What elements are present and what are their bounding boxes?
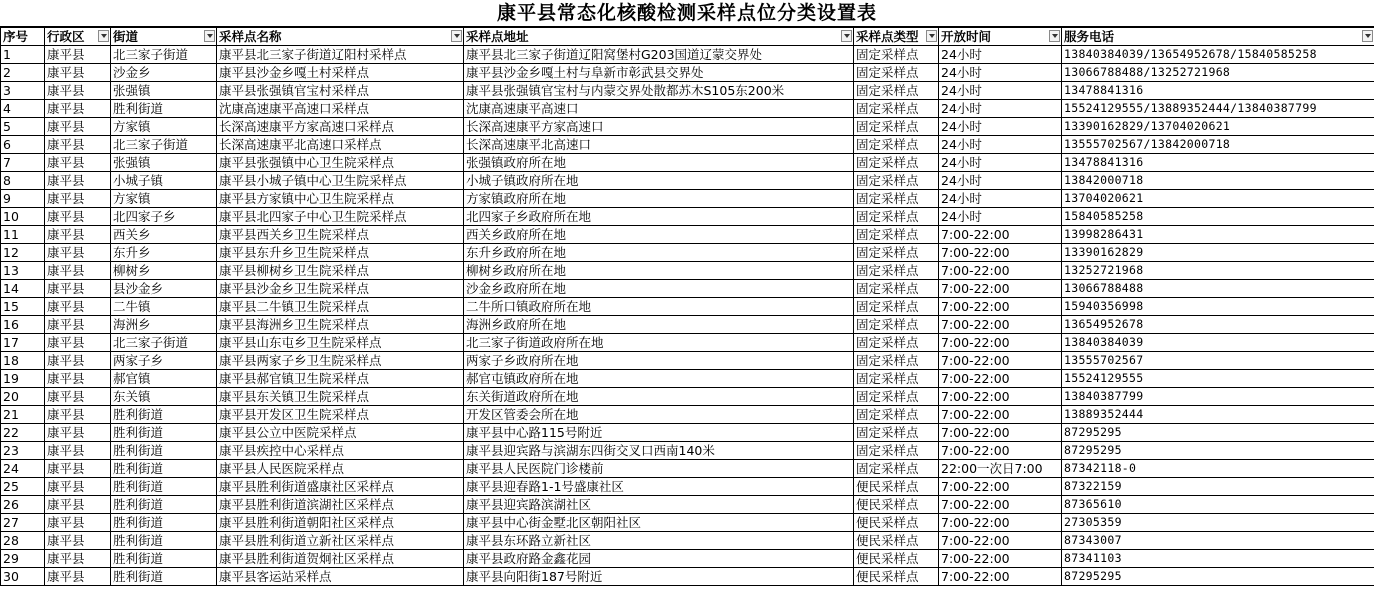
cell-address[interactable]: 开发区管委会所在地 (464, 406, 854, 424)
cell-district[interactable]: 康平县 (45, 280, 111, 298)
cell-phone[interactable]: 13998286431 (1062, 226, 1374, 244)
cell-site-name[interactable]: 康平县疾控中心采样点 (217, 442, 464, 460)
table-row (1, 514, 1374, 532)
cell-phone[interactable]: 13704020621 (1062, 190, 1374, 208)
cell-site-name[interactable]: 康平县山东屯乡卫生院采样点 (217, 334, 464, 352)
cell-type[interactable]: 固定采样点 (854, 370, 939, 388)
cell-type[interactable]: 便民采样点 (854, 514, 939, 532)
cell-hours[interactable]: 24小时 (939, 82, 1062, 100)
cell-index[interactable]: 14 (1, 280, 45, 298)
cell-street[interactable]: 二牛镇 (111, 298, 217, 316)
cell-district[interactable]: 康平县 (45, 478, 111, 496)
cell-address[interactable]: 沙金乡政府所在地 (464, 280, 854, 298)
cell-address[interactable]: 西关乡政府所在地 (464, 226, 854, 244)
cell-type[interactable]: 固定采样点 (854, 388, 939, 406)
cell-address[interactable]: 海洲乡政府所在地 (464, 316, 854, 334)
cell-index[interactable]: 24 (1, 460, 45, 478)
cell-address[interactable]: 康平县张强镇官宝村与内蒙交界处散都苏木S105东200米 (464, 82, 854, 100)
cell-type[interactable]: 便民采样点 (854, 478, 939, 496)
cell-site-name[interactable]: 康平县二牛镇卫生院采样点 (217, 298, 464, 316)
cell-district[interactable]: 康平县 (45, 82, 111, 100)
cell-index[interactable]: 15 (1, 298, 45, 316)
cell-street[interactable]: 北三家子街道 (111, 334, 217, 352)
cell-address[interactable]: 长深高速康平北高速口 (464, 136, 854, 154)
header-row (1, 28, 1374, 46)
cell-index[interactable]: 4 (1, 100, 45, 118)
cell-hours[interactable]: 7:00-22:00 (939, 424, 1062, 442)
cell-hours[interactable]: 7:00-22:00 (939, 496, 1062, 514)
cell-address[interactable]: 康平县人民医院门诊楼前 (464, 460, 854, 478)
cell-street[interactable]: 胜利街道 (111, 514, 217, 532)
cell-site-name[interactable]: 康平县开发区卫生院采样点 (217, 406, 464, 424)
cell-district[interactable]: 康平县 (45, 64, 111, 82)
cell-street[interactable]: 胜利街道 (111, 442, 217, 460)
table-row (1, 496, 1374, 514)
cell-district[interactable]: 康平县 (45, 226, 111, 244)
cell-type[interactable]: 固定采样点 (854, 262, 939, 280)
cell-site-name[interactable]: 康平县胜利街道朝阳社区采样点 (217, 514, 464, 532)
cell-index[interactable]: 30 (1, 568, 45, 586)
cell-type[interactable]: 固定采样点 (854, 208, 939, 226)
cell-district[interactable]: 康平县 (45, 154, 111, 172)
cell-index[interactable]: 7 (1, 154, 45, 172)
cell-street[interactable]: 县沙金乡 (111, 280, 217, 298)
cell-type[interactable]: 便民采样点 (854, 550, 939, 568)
cell-index[interactable]: 9 (1, 190, 45, 208)
cell-phone[interactable]: 13654952678 (1062, 316, 1374, 334)
cell-site-name[interactable]: 康平县客运站采样点 (217, 568, 464, 586)
cell-index[interactable]: 25 (1, 478, 45, 496)
cell-site-name[interactable]: 康平县人民医院采样点 (217, 460, 464, 478)
cell-phone[interactable]: 13840384039/13654952678/15840585258 (1062, 46, 1374, 64)
cell-address[interactable]: 张强镇政府所在地 (464, 154, 854, 172)
table-body (1, 46, 1374, 586)
cell-address[interactable]: 康平县北三家子街道辽阳窝堡村G203国道辽蒙交界处 (464, 46, 854, 64)
cell-district[interactable]: 康平县 (45, 352, 111, 370)
cell-street[interactable]: 方家镇 (111, 118, 217, 136)
cell-district[interactable]: 康平县 (45, 208, 111, 226)
cell-type[interactable]: 固定采样点 (854, 82, 939, 100)
table-row (1, 208, 1374, 226)
cell-address[interactable]: 东升乡政府所在地 (464, 244, 854, 262)
cell-index[interactable]: 8 (1, 172, 45, 190)
cell-district[interactable]: 康平县 (45, 262, 111, 280)
table-row (1, 280, 1374, 298)
cell-district[interactable]: 康平县 (45, 316, 111, 334)
table-row (1, 460, 1374, 478)
table-row (1, 424, 1374, 442)
cell-address[interactable]: 康平县中心路115号附近 (464, 424, 854, 442)
cell-site-name[interactable]: 康平县东关镇卫生院采样点 (217, 388, 464, 406)
cell-index[interactable]: 21 (1, 406, 45, 424)
cell-hours[interactable]: 22:00一次日7:00 (939, 460, 1062, 478)
cell-index[interactable]: 19 (1, 370, 45, 388)
cell-site-name[interactable]: 康平县北三家子街道辽阳村采样点 (217, 46, 464, 64)
cell-index[interactable]: 13 (1, 262, 45, 280)
cell-index[interactable]: 20 (1, 388, 45, 406)
cell-hours[interactable]: 7:00-22:00 (939, 550, 1062, 568)
cell-address[interactable]: 东关街道政府所在地 (464, 388, 854, 406)
cell-site-name[interactable]: 长深高速康平北高速口采样点 (217, 136, 464, 154)
table-row (1, 226, 1374, 244)
col-header-address[interactable] (464, 28, 854, 46)
cell-district[interactable]: 康平县 (45, 568, 111, 586)
cell-address[interactable]: 康平县政府路金鑫花园 (464, 550, 854, 568)
cell-street[interactable]: 胜利街道 (111, 100, 217, 118)
cell-phone[interactable]: 13555702567 (1062, 352, 1374, 370)
cell-index[interactable]: 26 (1, 496, 45, 514)
cell-site-name[interactable]: 康平县胜利街道立新社区采样点 (217, 532, 464, 550)
cell-street[interactable]: 东关镇 (111, 388, 217, 406)
filter-dropdown-icon[interactable] (1362, 30, 1373, 42)
col-header-street[interactable] (111, 28, 217, 46)
cell-district[interactable]: 康平县 (45, 442, 111, 460)
cell-address[interactable]: 小城子镇政府所在地 (464, 172, 854, 190)
cell-district[interactable]: 康平县 (45, 424, 111, 442)
cell-type[interactable]: 固定采样点 (854, 172, 939, 190)
cell-hours[interactable]: 24小时 (939, 46, 1062, 64)
cell-site-name[interactable]: 康平县公立中医院采样点 (217, 424, 464, 442)
cell-index[interactable]: 27 (1, 514, 45, 532)
cell-hours[interactable]: 7:00-22:00 (939, 226, 1062, 244)
cell-type[interactable]: 固定采样点 (854, 352, 939, 370)
cell-phone[interactable]: 13478841316 (1062, 82, 1374, 100)
header-label: 序号 (3, 29, 29, 44)
cell-address[interactable]: 北四家子乡政府所在地 (464, 208, 854, 226)
table-row (1, 532, 1374, 550)
cell-street[interactable]: 北四家子乡 (111, 208, 217, 226)
header-label: 采样点名称 (219, 29, 282, 44)
cell-district[interactable]: 康平县 (45, 46, 111, 64)
cell-site-name[interactable]: 沈康高速康平高速口采样点 (217, 100, 464, 118)
cell-type[interactable]: 固定采样点 (854, 406, 939, 424)
cell-hours[interactable]: 24小时 (939, 154, 1062, 172)
cell-street[interactable]: 海洲乡 (111, 316, 217, 334)
table-row (1, 172, 1374, 190)
cell-district[interactable]: 康平县 (45, 370, 111, 388)
table-row (1, 478, 1374, 496)
cell-phone[interactable]: 87342118-0 (1062, 460, 1374, 478)
cell-type[interactable]: 便民采样点 (854, 568, 939, 586)
cell-hours[interactable]: 7:00-22:00 (939, 568, 1062, 586)
cell-street[interactable]: 西关乡 (111, 226, 217, 244)
cell-phone[interactable]: 15940356998 (1062, 298, 1374, 316)
cell-type[interactable]: 固定采样点 (854, 46, 939, 64)
header-label: 开放时间 (941, 29, 992, 44)
table-row (1, 442, 1374, 460)
cell-type[interactable]: 固定采样点 (854, 442, 939, 460)
table-row (1, 190, 1374, 208)
col-header-district[interactable] (45, 28, 111, 46)
cell-type[interactable]: 固定采样点 (854, 190, 939, 208)
cell-hours[interactable]: 7:00-22:00 (939, 280, 1062, 298)
cell-street[interactable]: 胜利街道 (111, 532, 217, 550)
col-header-site-name[interactable] (217, 28, 464, 46)
filter-dropdown-icon[interactable] (98, 30, 109, 42)
table-row (1, 334, 1374, 352)
cell-type[interactable]: 固定采样点 (854, 226, 939, 244)
cell-address[interactable]: 郝官屯镇政府所在地 (464, 370, 854, 388)
cell-index[interactable]: 16 (1, 316, 45, 334)
cell-hours[interactable]: 7:00-22:00 (939, 316, 1062, 334)
cell-index[interactable]: 11 (1, 226, 45, 244)
cell-index[interactable]: 10 (1, 208, 45, 226)
cell-address[interactable]: 柳树乡政府所在地 (464, 262, 854, 280)
cell-street[interactable]: 胜利街道 (111, 550, 217, 568)
cell-hours[interactable]: 24小时 (939, 100, 1062, 118)
cell-phone[interactable]: 87295295 (1062, 424, 1374, 442)
cell-hours[interactable]: 7:00-22:00 (939, 388, 1062, 406)
col-header-index[interactable] (1, 28, 45, 46)
cell-index[interactable]: 17 (1, 334, 45, 352)
cell-site-name[interactable]: 长深高速康平方家高速口采样点 (217, 118, 464, 136)
cell-district[interactable]: 康平县 (45, 298, 111, 316)
cell-phone[interactable]: 13842000718 (1062, 172, 1374, 190)
cell-site-name[interactable]: 康平县柳树乡卫生院采样点 (217, 262, 464, 280)
cell-index[interactable]: 18 (1, 352, 45, 370)
cell-phone[interactable]: 87343007 (1062, 532, 1374, 550)
cell-street[interactable]: 北三家子街道 (111, 136, 217, 154)
cell-hours[interactable]: 7:00-22:00 (939, 352, 1062, 370)
cell-hours[interactable]: 7:00-22:00 (939, 478, 1062, 496)
cell-district[interactable]: 康平县 (45, 406, 111, 424)
cell-phone[interactable]: 13066788488 (1062, 280, 1374, 298)
filter-dropdown-icon[interactable] (841, 30, 852, 42)
cell-address[interactable]: 长深高速康平方家高速口 (464, 118, 854, 136)
table-row (1, 118, 1374, 136)
cell-site-name[interactable]: 康平县西关乡卫生院采样点 (217, 226, 464, 244)
cell-address[interactable]: 方家镇政府所在地 (464, 190, 854, 208)
cell-address[interactable]: 两家子乡政府所在地 (464, 352, 854, 370)
cell-street[interactable]: 郝官镇 (111, 370, 217, 388)
cell-phone[interactable]: 13889352444 (1062, 406, 1374, 424)
cell-hours[interactable]: 7:00-22:00 (939, 298, 1062, 316)
filter-dropdown-icon[interactable] (926, 30, 937, 42)
cell-phone[interactable]: 87295295 (1062, 568, 1374, 586)
cell-site-name[interactable]: 康平县郝官镇卫生院采样点 (217, 370, 464, 388)
sheet-title: 康平县常态化核酸检测采样点位分类设置表 (0, 0, 1374, 27)
cell-street[interactable]: 张强镇 (111, 154, 217, 172)
cell-index[interactable]: 6 (1, 136, 45, 154)
cell-type[interactable]: 固定采样点 (854, 316, 939, 334)
cell-type[interactable]: 固定采样点 (854, 100, 939, 118)
table-row (1, 298, 1374, 316)
cell-district[interactable]: 康平县 (45, 514, 111, 532)
cell-address[interactable]: 康平县沙金乡嘎土村与阜新市彰武县交界处 (464, 64, 854, 82)
cell-type[interactable]: 固定采样点 (854, 64, 939, 82)
cell-type[interactable]: 固定采样点 (854, 136, 939, 154)
cell-hours[interactable]: 24小时 (939, 118, 1062, 136)
cell-district[interactable]: 康平县 (45, 460, 111, 478)
filter-dropdown-icon[interactable] (204, 30, 215, 42)
cell-index[interactable]: 29 (1, 550, 45, 568)
cell-district[interactable]: 康平县 (45, 496, 111, 514)
table-row (1, 262, 1374, 280)
cell-hours[interactable]: 7:00-22:00 (939, 442, 1062, 460)
cell-type[interactable]: 便民采样点 (854, 496, 939, 514)
cell-site-name[interactable]: 康平县小城子镇中心卫生院采样点 (217, 172, 464, 190)
table-row (1, 82, 1374, 100)
cell-phone[interactable]: 87365610 (1062, 496, 1374, 514)
cell-type[interactable]: 便民采样点 (854, 532, 939, 550)
cell-index[interactable]: 1 (1, 46, 45, 64)
cell-address[interactable]: 康平县迎宾路与滨湖东四街交叉口西南140米 (464, 442, 854, 460)
table-row (1, 46, 1374, 64)
header-label: 采样点地址 (466, 29, 529, 44)
cell-hours[interactable]: 7:00-22:00 (939, 514, 1062, 532)
cell-phone[interactable]: 87341103 (1062, 550, 1374, 568)
cell-phone[interactable]: 15524129555/13889352444/13840387799 (1062, 100, 1374, 118)
cell-type[interactable]: 固定采样点 (854, 154, 939, 172)
table-row (1, 370, 1374, 388)
cell-phone[interactable]: 15840585258 (1062, 208, 1374, 226)
cell-type[interactable]: 固定采样点 (854, 280, 939, 298)
cell-address[interactable]: 北三家子街道政府所在地 (464, 334, 854, 352)
table-row (1, 316, 1374, 334)
cell-site-name[interactable]: 康平县胜利街道滨湖社区采样点 (217, 496, 464, 514)
cell-address[interactable]: 康平县迎宾路滨湖社区 (464, 496, 854, 514)
cell-district[interactable]: 康平县 (45, 100, 111, 118)
cell-site-name[interactable]: 康平县北四家子中心卫生院采样点 (217, 208, 464, 226)
cell-address[interactable]: 康平县迎春路1-1号盛康社区 (464, 478, 854, 496)
cell-street[interactable]: 胜利街道 (111, 424, 217, 442)
cell-site-name[interactable]: 康平县胜利街道盛康社区采样点 (217, 478, 464, 496)
cell-index[interactable]: 5 (1, 118, 45, 136)
cell-address[interactable]: 康平县东环路立新社区 (464, 532, 854, 550)
cell-street[interactable]: 东升乡 (111, 244, 217, 262)
cell-district[interactable]: 康平县 (45, 172, 111, 190)
cell-street[interactable]: 两家子乡 (111, 352, 217, 370)
table-row (1, 550, 1374, 568)
cell-hours[interactable]: 24小时 (939, 136, 1062, 154)
cell-district[interactable]: 康平县 (45, 244, 111, 262)
cell-site-name[interactable]: 康平县张强镇官宝村采样点 (217, 82, 464, 100)
cell-site-name[interactable]: 康平县方家镇中心卫生院采样点 (217, 190, 464, 208)
cell-phone[interactable]: 13252721968 (1062, 262, 1374, 280)
cell-hours[interactable]: 7:00-22:00 (939, 262, 1062, 280)
cell-address[interactable]: 沈康高速康平高速口 (464, 100, 854, 118)
cell-phone[interactable]: 15524129555 (1062, 370, 1374, 388)
table-row (1, 388, 1374, 406)
cell-index[interactable]: 3 (1, 82, 45, 100)
sampling-sites-table (0, 27, 1374, 586)
cell-site-name[interactable]: 康平县张强镇中心卫生院采样点 (217, 154, 464, 172)
table-row (1, 568, 1374, 586)
cell-index[interactable]: 2 (1, 64, 45, 82)
cell-hours[interactable]: 24小时 (939, 190, 1062, 208)
cell-street[interactable]: 胜利街道 (111, 496, 217, 514)
col-header-type[interactable] (854, 28, 939, 46)
cell-phone[interactable]: 13840387799 (1062, 388, 1374, 406)
cell-index[interactable]: 28 (1, 532, 45, 550)
cell-hours[interactable]: 24小时 (939, 208, 1062, 226)
table-row (1, 136, 1374, 154)
cell-district[interactable]: 康平县 (45, 118, 111, 136)
cell-phone[interactable]: 13555702567/13842000718 (1062, 136, 1374, 154)
cell-street[interactable]: 北三家子街道 (111, 46, 217, 64)
cell-address[interactable]: 康平县向阳街187号附近 (464, 568, 854, 586)
cell-street[interactable]: 胜利街道 (111, 568, 217, 586)
cell-district[interactable]: 康平县 (45, 550, 111, 568)
cell-site-name[interactable]: 康平县胜利街道贺炯社区采样点 (217, 550, 464, 568)
cell-type[interactable]: 固定采样点 (854, 244, 939, 262)
cell-street[interactable]: 小城子镇 (111, 172, 217, 190)
cell-hours[interactable]: 7:00-22:00 (939, 370, 1062, 388)
header-label: 服务电话 (1064, 29, 1115, 44)
cell-district[interactable]: 康平县 (45, 334, 111, 352)
header-label: 街道 (113, 29, 139, 44)
cell-site-name[interactable]: 康平县海洲乡卫生院采样点 (217, 316, 464, 334)
table-row (1, 154, 1374, 172)
cell-phone[interactable]: 87322159 (1062, 478, 1374, 496)
cell-hours[interactable]: 7:00-22:00 (939, 334, 1062, 352)
cell-phone[interactable]: 13066788488/13252721968 (1062, 64, 1374, 82)
cell-hours[interactable]: 24小时 (939, 172, 1062, 190)
cell-index[interactable]: 23 (1, 442, 45, 460)
filter-dropdown-icon[interactable] (1049, 30, 1060, 42)
cell-street[interactable]: 胜利街道 (111, 478, 217, 496)
cell-phone[interactable]: 13840384039 (1062, 334, 1374, 352)
table-row (1, 64, 1374, 82)
filter-dropdown-icon[interactable] (451, 30, 462, 42)
cell-district[interactable]: 康平县 (45, 190, 111, 208)
cell-hours[interactable]: 7:00-22:00 (939, 406, 1062, 424)
cell-site-name[interactable]: 康平县东升乡卫生院采样点 (217, 244, 464, 262)
cell-index[interactable]: 22 (1, 424, 45, 442)
cell-type[interactable]: 固定采样点 (854, 334, 939, 352)
cell-type[interactable]: 固定采样点 (854, 298, 939, 316)
cell-phone[interactable]: 27305359 (1062, 514, 1374, 532)
cell-address[interactable]: 二牛所口镇政府所在地 (464, 298, 854, 316)
cell-street[interactable]: 柳树乡 (111, 262, 217, 280)
cell-site-name[interactable]: 康平县沙金乡卫生院采样点 (217, 280, 464, 298)
cell-type[interactable]: 固定采样点 (854, 460, 939, 478)
cell-hours[interactable]: 24小时 (939, 64, 1062, 82)
cell-district[interactable]: 康平县 (45, 136, 111, 154)
cell-address[interactable]: 康平县中心街金墅北区朝阳社区 (464, 514, 854, 532)
cell-type[interactable]: 固定采样点 (854, 118, 939, 136)
cell-type[interactable]: 固定采样点 (854, 424, 939, 442)
cell-hours[interactable]: 7:00-22:00 (939, 532, 1062, 550)
cell-site-name[interactable]: 康平县两家子乡卫生院采样点 (217, 352, 464, 370)
col-header-phone[interactable] (1062, 28, 1374, 46)
table-row (1, 406, 1374, 424)
table-row (1, 352, 1374, 370)
cell-phone[interactable]: 13390162829/13704020621 (1062, 118, 1374, 136)
cell-street[interactable]: 方家镇 (111, 190, 217, 208)
cell-street[interactable]: 胜利街道 (111, 406, 217, 424)
cell-site-name[interactable]: 康平县沙金乡嘎土村采样点 (217, 64, 464, 82)
cell-phone[interactable]: 13478841316 (1062, 154, 1374, 172)
header-label: 采样点类型 (856, 29, 919, 44)
cell-street[interactable]: 沙金乡 (111, 64, 217, 82)
cell-street[interactable]: 张强镇 (111, 82, 217, 100)
table-row (1, 100, 1374, 118)
cell-street[interactable]: 胜利街道 (111, 460, 217, 478)
cell-district[interactable]: 康平县 (45, 532, 111, 550)
cell-phone[interactable]: 87295295 (1062, 442, 1374, 460)
cell-hours[interactable]: 7:00-22:00 (939, 244, 1062, 262)
cell-index[interactable]: 12 (1, 244, 45, 262)
col-header-hours[interactable] (939, 28, 1062, 46)
cell-district[interactable]: 康平县 (45, 388, 111, 406)
table-row (1, 244, 1374, 262)
cell-phone[interactable]: 13390162829 (1062, 244, 1374, 262)
header-label: 行政区 (47, 29, 85, 44)
